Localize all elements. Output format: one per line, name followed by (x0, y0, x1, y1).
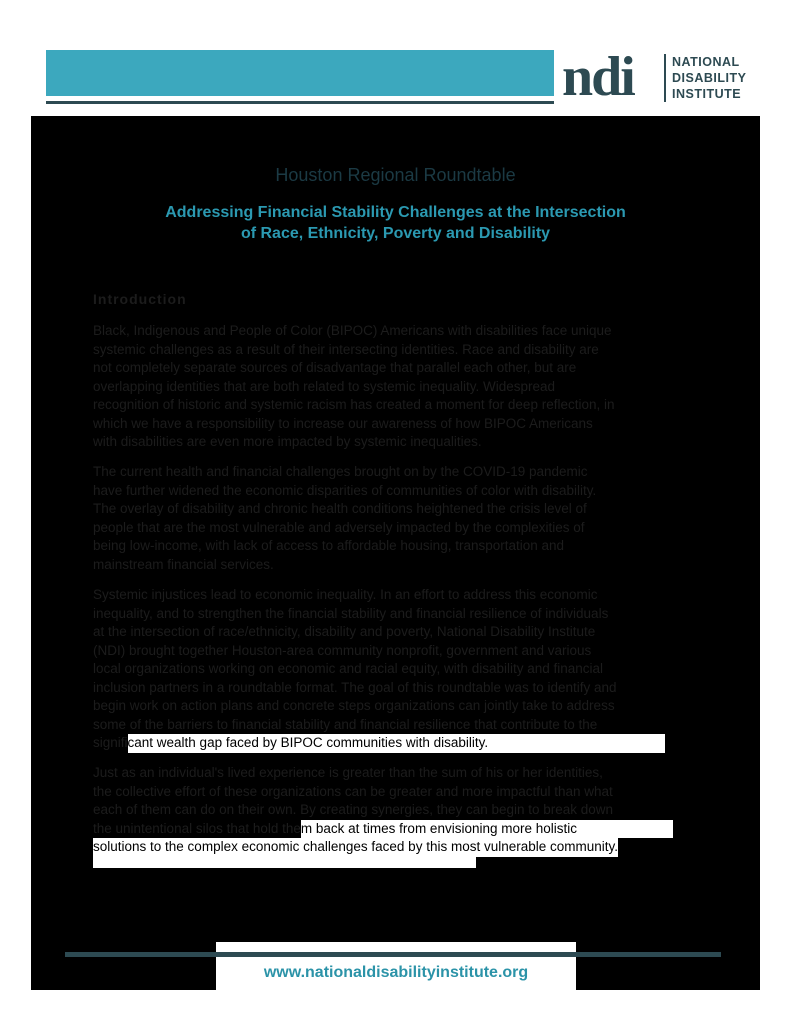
text-line: being low-income, with lack of access to affordable housing, transportation and (93, 538, 565, 553)
text-line: mainstream financial services. (93, 556, 274, 572)
text-line: inclusion partners in a roundtable format. The goal of this roundtable was to identify and (93, 679, 617, 695)
text-line-highlighted (93, 734, 673, 753)
header-teal-bar (46, 50, 554, 96)
text-line: The current health and financial challenges brought on by the COVID-19 pandemic (93, 464, 588, 479)
text-line: Just as an individual's lived experience is greater than the sum of his or her identities, (93, 765, 603, 780)
paragraph-synergy (93, 764, 713, 857)
logo-divider (664, 54, 666, 102)
subtitle-line: Addressing Financial Stability Challenges at the Intersection (165, 204, 626, 221)
text-line: have further widened the economic disparities of communities of color with disability. (93, 482, 597, 498)
logo-line: INSTITUTE (672, 87, 742, 101)
page-title: Houston Regional Roundtable (275, 165, 516, 185)
text-line: which we have a responsibility to increase our awareness of how BIPOC Americans (93, 415, 593, 431)
logo-mark: ndi (562, 46, 634, 108)
paragraph-covid (93, 463, 713, 574)
logo-line: NATIONAL (672, 55, 740, 69)
text-line: the collective effort of these organizations can be greater and more impactful than what (93, 783, 613, 799)
text-line: overlapping identities that are both related to systemic inequality. Widespread (93, 378, 556, 394)
page-subtitle (100, 202, 691, 244)
text-line: at the intersection of race/ethnicity, disability and poverty, National Disability Institute (93, 624, 596, 639)
text-line: Black, Indigenous and People of Color (BIPOC) Americans with disabilities face unique (93, 323, 612, 338)
text-line: not completely separate sources of disadvantage that parallel each other, but are (93, 360, 577, 375)
text-line-highlighted: solutions to the complex economic challenges faced by this most vulnerable community. (93, 838, 618, 857)
text-line: with disabilities are even more impacted by systemic inequalities. (93, 434, 482, 449)
text-fragment: signifi (93, 735, 128, 750)
text-line: Systemic injustices lead to economic inequality. In an effort to address this economic (93, 587, 598, 602)
text-line: inequality, and to strengthen the financial stability and financial resilience of individuals (93, 605, 609, 621)
section-heading: Introduction (93, 291, 187, 307)
footer-url[interactable]: www.nationaldisabilityinstitute.org (263, 964, 529, 981)
logo-text (672, 54, 746, 102)
subtitle-line: of Race, Ethnicity, Poverty and Disability (240, 225, 551, 242)
text-fragment: the unintentional silos that hold the (93, 820, 301, 836)
ndi-logo (562, 46, 762, 108)
text-line: some of the barriers to financial stability and financial resilience that contribute to the (93, 716, 598, 732)
paragraph-intro (93, 322, 713, 452)
text-line: recognition of historic and systemic racism has created a moment for deep reflection, in (93, 397, 615, 412)
text-line: each of them can do on their own. By creating synergies, they can begin to break down (93, 802, 614, 817)
footer-divider (65, 952, 721, 957)
text-line: systemic challenges as a result of their intersecting identities. Race and disability are (93, 341, 599, 357)
highlighted-fragment: cant wealth gap faced by BIPOC communities with disability. (128, 734, 665, 753)
text-line: begin work on action plans and concrete steps organizations can jointly take to address (93, 698, 615, 713)
text-line: local organizations working on economic and racial equity, with disability and financial (93, 661, 604, 676)
logo-line: DISABILITY (672, 71, 747, 85)
highlighted-fragment: m back at times from envisioning more holistic (301, 820, 673, 839)
header-divider (46, 101, 554, 104)
text-line-highlighted (93, 820, 713, 839)
text-line: The overlay of disability and chronic health conditions heightened the crisis level of (93, 501, 587, 516)
text-line: people that are the most vulnerable and adversely impacted by the complexities of (93, 519, 585, 535)
text-line: (NDI) brought together Houston-area community nonprofit, government and various (93, 642, 592, 658)
paragraph-injustice (93, 586, 713, 753)
